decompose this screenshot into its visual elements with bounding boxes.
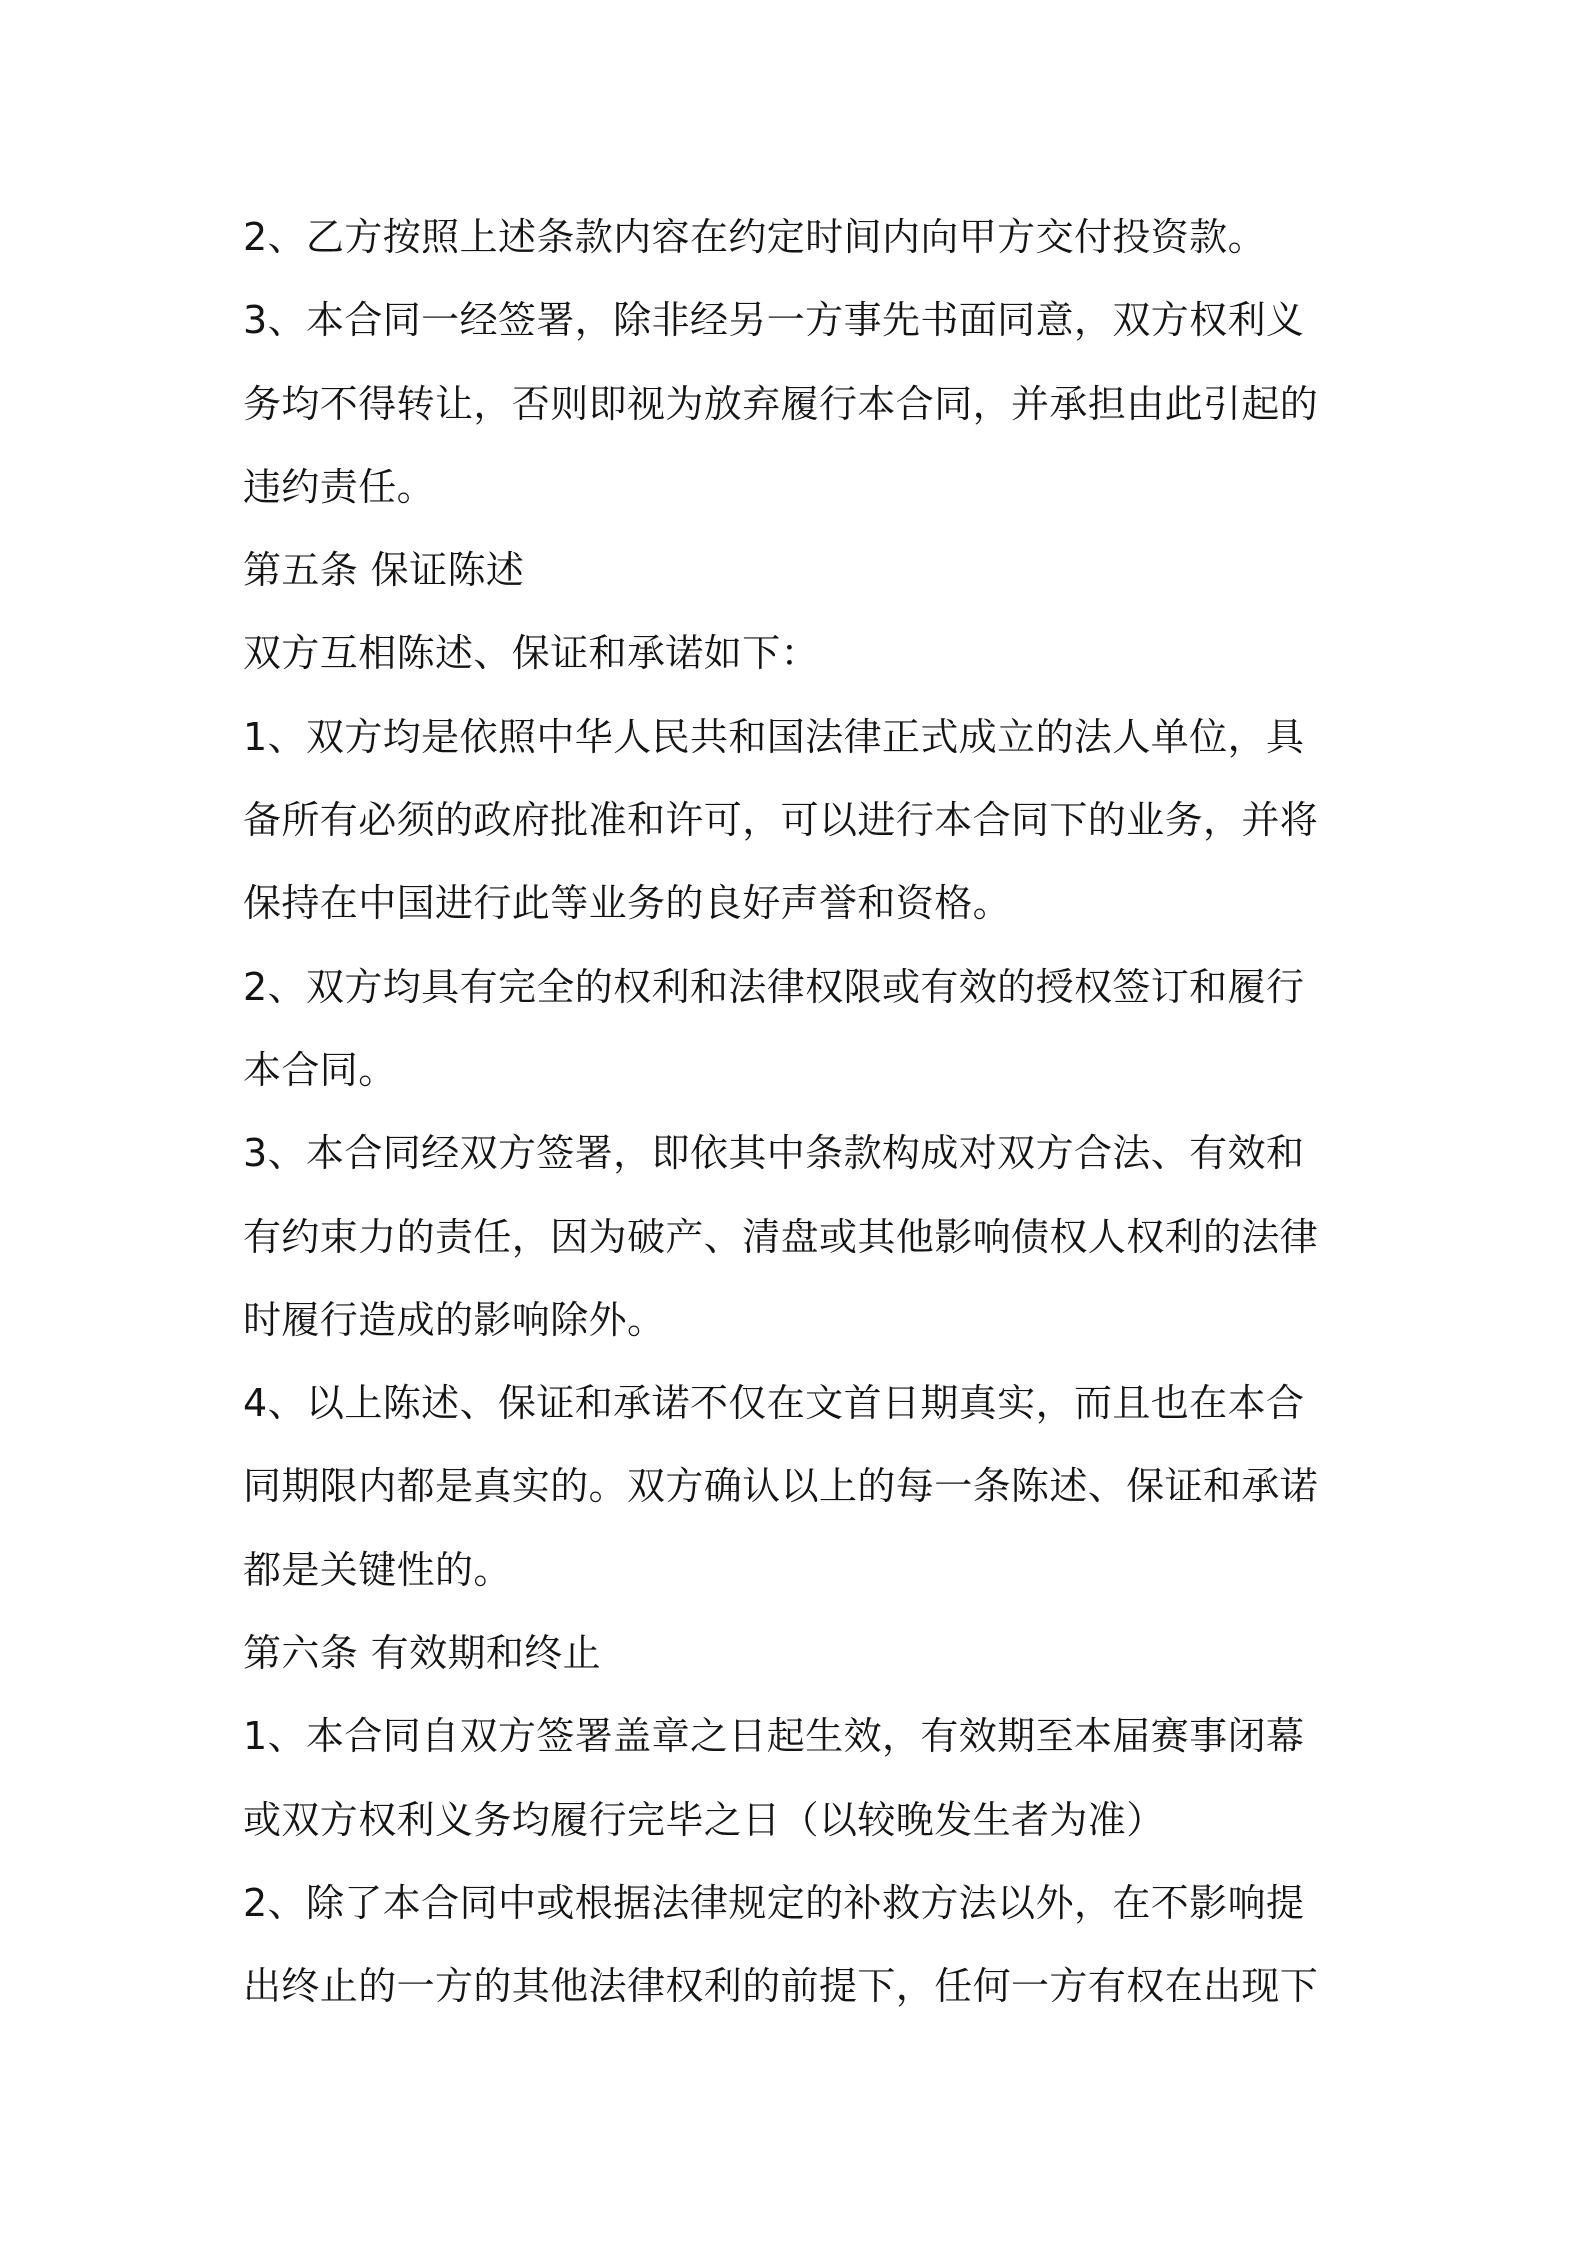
paragraph-line: 有约束力的责任，因为破产、清盘或其他影响债权人权利的法律	[243, 1214, 1319, 1259]
paragraph-line: 备所有必须的政府批准和许可，可以进行本合同下的业务，并将	[243, 798, 1319, 843]
paragraph-line: 1、双方均是依照中华人民共和国法律正式成立的法人单位，具	[243, 714, 1305, 759]
paragraph-line: 或双方权利义务均履行完毕之日（以较晚发生者为准）	[243, 1797, 1165, 1842]
paragraph-line: 双方互相陈述、保证和承诺如下：	[243, 631, 820, 676]
paragraph-line: 保持在中国进行此等业务的良好声誉和资格。	[243, 881, 1012, 926]
paragraph-line: 时履行造成的影响除外。	[243, 1297, 666, 1342]
paragraph-line: 3、本合同经双方签署，即依其中条款构成对双方合法、有效和	[243, 1131, 1305, 1176]
paragraph-line: 出终止的一方的其他法律权利的前提下，任何一方有权在出现下	[243, 1964, 1319, 2009]
paragraph-line: 1、本合同自双方签署盖章之日起生效，有效期至本届赛事闭幕	[243, 1714, 1305, 1759]
paragraph-line: 2、双方均具有完全的权利和法律权限或有效的授权签订和履行	[243, 964, 1305, 1009]
paragraph-line: 本合同。	[243, 1047, 397, 1092]
section-heading-article-5: 第五条 保证陈述	[243, 548, 525, 593]
paragraph-line: 2、除了本合同中或根据法律规定的补救方法以外，在不影响提	[243, 1880, 1305, 1925]
paragraph-line: 4、以上陈述、保证和承诺不仅在文首日期真实，而且也在本合	[243, 1381, 1305, 1426]
document-body	[243, 196, 1363, 2029]
paragraph-line: 2、乙方按照上述条款内容在约定时间内向甲方交付投资款。	[243, 215, 1266, 259]
paragraph-line: 都是关键性的。	[243, 1547, 512, 1592]
paragraph-line: 违约责任。	[243, 464, 436, 509]
paragraph-line: 务均不得转让，否则即视为放弃履行本合同，并承担由此引起的	[243, 381, 1319, 426]
section-heading-article-6: 第六条 有效期和终止	[243, 1631, 602, 1676]
paragraph-line: 3、本合同一经签署，除非经另一方事先书面同意，双方权利义	[243, 298, 1305, 343]
paragraph-line: 同期限内都是真实的。双方确认以上的每一条陈述、保证和承诺	[243, 1464, 1319, 1509]
